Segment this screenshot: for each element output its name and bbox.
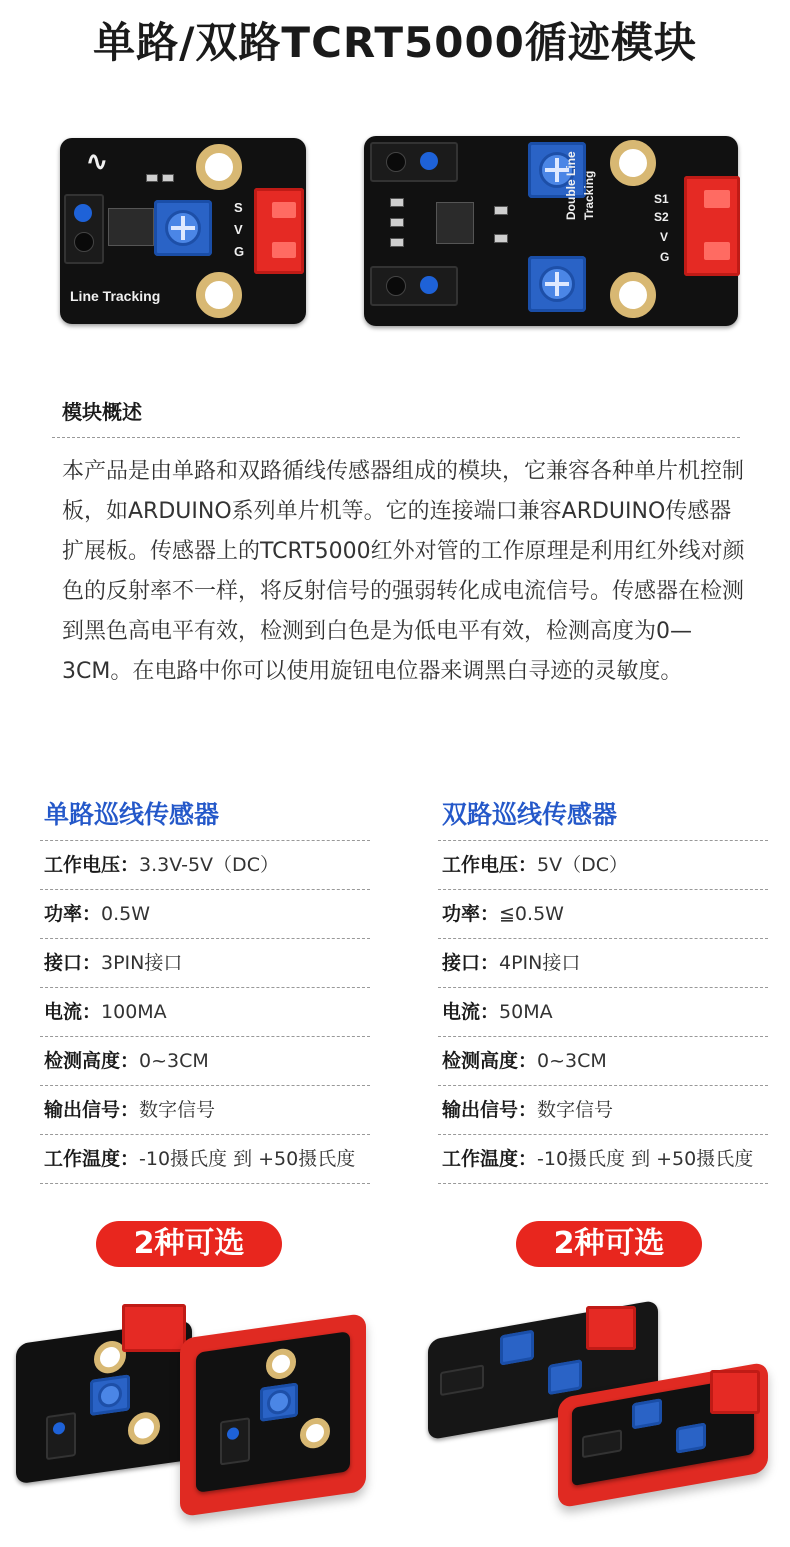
spec-row: 工作温度：-10摄氏度 到 +50摄氏度 <box>40 1134 370 1184</box>
spec-row: 工作电压：3.3V-5V（DC） <box>40 840 370 889</box>
connector-3pin <box>254 188 304 274</box>
pin-label-s: S <box>234 200 243 215</box>
overview-text: 本产品是由单路和双路循线传感器组成的模块，它兼容各种单片机控制板，如ARDUINO系列单片机等。它的连接端口兼容ARDUINO传感器扩展板。传感器上的TCRT5000红外对管的工作原理是利用红外线对颜色的反射率不一样，将反射信号的强弱转化成电流信号。传感器在检测到黑色高电平有效，检测到白色是为低电平有效，检测高度为0—3CM。在电路中你可以使用旋钮电位器来调黑白寻迹的灵敏度。 <box>62 459 745 684</box>
board-label: Line Tracking <box>70 288 161 304</box>
potentiometer <box>528 256 586 312</box>
mounting-hole <box>196 144 242 190</box>
snake-logo-icon: ∿ <box>86 146 108 176</box>
double-spec-title: 双路巡线传感器 <box>442 800 618 829</box>
spec-row: 输出信号：数字信号 <box>40 1085 370 1134</box>
mounting-hole <box>610 272 656 318</box>
pin-label-g: G <box>660 250 670 264</box>
smd-part <box>390 238 404 247</box>
pin-label-s2: S2 <box>654 210 669 224</box>
spec-row: 接口：3PIN接口 <box>40 938 370 987</box>
pin-label-v: V <box>660 230 669 244</box>
potentiometer <box>154 200 212 256</box>
double-board-photo <box>420 1300 780 1500</box>
option-badge-right: 2种可选 <box>516 1221 702 1267</box>
ir-sensor <box>370 266 458 306</box>
spec-row: 工作温度：-10摄氏度 到 +50摄氏度 <box>438 1134 768 1184</box>
board-label-line1: Double Line <box>564 151 578 220</box>
pin-label-s1: S1 <box>654 192 669 206</box>
smd-part <box>390 218 404 227</box>
smd-part <box>494 234 508 243</box>
chip <box>108 208 154 246</box>
smd-part <box>390 198 404 207</box>
smd-part <box>162 174 174 182</box>
option-badge-left: 2种可选 <box>96 1221 282 1267</box>
page-title: 单路/双路TCRT5000循迹模块 <box>93 18 697 67</box>
divider <box>52 437 740 438</box>
double-line-board-image <box>364 136 738 326</box>
connector-4pin <box>684 176 740 276</box>
single-spec-title: 单路巡线传感器 <box>44 800 220 829</box>
single-board-photo <box>10 1296 380 1526</box>
overview-heading: 模块概述 <box>62 400 142 424</box>
spec-row: 电流：50MA <box>438 987 768 1036</box>
spec-row: 功率：0.5W <box>40 889 370 938</box>
smd-part <box>146 174 158 182</box>
pin-label-v: V <box>234 222 243 237</box>
spec-row: 电流：100MA <box>40 987 370 1036</box>
spec-row: 检测高度：0~3CM <box>438 1036 768 1085</box>
ir-sensor <box>64 194 104 264</box>
spec-row: 接口：4PIN接口 <box>438 938 768 987</box>
mounting-hole <box>610 140 656 186</box>
spec-row: 工作电压：5V（DC） <box>438 840 768 889</box>
chip <box>436 202 474 244</box>
mounting-hole <box>196 272 242 318</box>
double-spec-table <box>438 790 768 1184</box>
spec-row: 功率：≦0.5W <box>438 889 768 938</box>
smd-part <box>494 206 508 215</box>
single-spec-table <box>40 790 370 1184</box>
ir-sensor <box>370 142 458 182</box>
board-label-line2: Tracking <box>582 170 596 220</box>
pin-label-g: G <box>234 244 245 259</box>
spec-row: 检测高度：0~3CM <box>40 1036 370 1085</box>
spec-row: 输出信号：数字信号 <box>438 1085 768 1134</box>
